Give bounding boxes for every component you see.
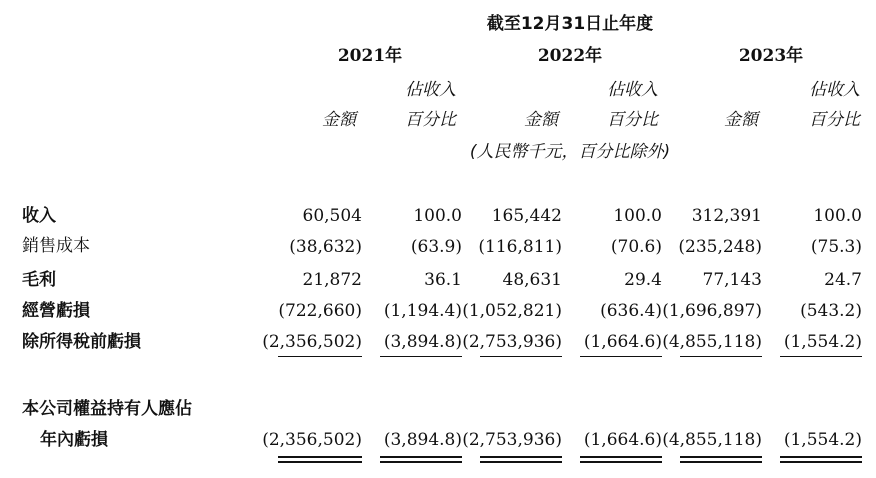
cell-attributable-2023-amount: (4,855,118) — [662, 430, 762, 450]
pct-header-line1-2022: 佔收入 — [607, 80, 658, 100]
year-2022-header: 2022年 — [537, 46, 603, 66]
cell-oploss-2023-amount: (1,696,897) — [662, 301, 762, 321]
cell-revenue-2023-amount: 312,391 — [691, 206, 762, 226]
unit-note: (人民幣千元，百分比除外) — [469, 142, 671, 162]
cell-oploss-2022-amount: (1,052,821) — [462, 301, 562, 321]
underline-2023-amount — [680, 356, 762, 357]
pct-header-line1-2023: 佔收入 — [809, 80, 860, 100]
underline-2021-pct — [380, 356, 462, 357]
cell-pretax-2021-amount: (2,356,502) — [262, 332, 362, 352]
final-label-line1: 本公司權益持有人應佔 — [22, 399, 192, 419]
underline-2022-amount — [480, 356, 562, 357]
cell-revenue-2023-pct: 100.0 — [813, 206, 862, 226]
amount-header-2022: 金額 — [524, 110, 558, 130]
cell-pretax-2023-pct: (1,554.2) — [783, 332, 862, 352]
pct-header-line2-2022: 百分比 — [607, 110, 658, 130]
cell-pretax-2023-amount: (4,855,118) — [662, 332, 762, 352]
pct-header-line2-2023: 百分比 — [809, 110, 860, 130]
double-underline-2022-amount — [480, 456, 562, 463]
cell-attributable-2023-pct: (1,554.2) — [783, 430, 862, 450]
cell-pretax-2022-pct: (1,664.6) — [583, 332, 662, 352]
underline-2023-pct — [780, 356, 862, 357]
cell-revenue-2022-pct: 100.0 — [613, 206, 662, 226]
underline-2022-pct — [580, 356, 662, 357]
row-label-loss-before-tax: 除所得稅前虧損 — [22, 332, 141, 352]
cell-gross-2022-pct: 29.4 — [624, 270, 662, 290]
cell-gross-2022-amount: 48,631 — [502, 270, 562, 290]
cell-cost-2022-pct: (70.6) — [610, 237, 662, 257]
row-label-gross-profit: 毛利 — [22, 270, 56, 290]
double-underline-2022-pct — [580, 456, 662, 463]
cell-oploss-2021-amount: (722,660) — [278, 301, 362, 321]
double-underline-2023-pct — [780, 456, 862, 463]
pct-header-line2-2021: 百分比 — [405, 110, 456, 130]
year-2021-header: 2021年 — [337, 46, 403, 66]
cell-pretax-2022-amount: (2,753,936) — [462, 332, 562, 352]
cell-gross-2023-amount: 77,143 — [702, 270, 762, 290]
cell-attributable-2022-amount: (2,753,936) — [462, 430, 562, 450]
cell-revenue-2021-amount: 60,504 — [302, 206, 362, 226]
cell-cost-2023-amount: (235,248) — [678, 237, 762, 257]
cell-attributable-2022-pct: (1,664.6) — [583, 430, 662, 450]
cell-gross-2021-pct: 36.1 — [424, 270, 462, 290]
final-label-line2: 年內虧損 — [40, 430, 108, 450]
cell-oploss-2023-pct: (543.2) — [800, 301, 862, 321]
pct-header-line1-2021: 佔收入 — [405, 80, 456, 100]
cell-cost-2022-amount: (116,811) — [478, 237, 562, 257]
period-header: 截至12月31日止年度 — [486, 14, 654, 34]
cell-revenue-2022-amount: 165,442 — [491, 206, 562, 226]
amount-header-2021: 金額 — [322, 110, 356, 130]
cell-attributable-2021-amount: (2,356,502) — [262, 430, 362, 450]
cell-pretax-2021-pct: (3,894.8) — [383, 332, 462, 352]
row-label-cost-of-sales: 銷售成本 — [22, 236, 90, 256]
cell-gross-2023-pct: 24.7 — [824, 270, 862, 290]
row-label-revenue: 收入 — [22, 206, 56, 226]
cell-oploss-2021-pct: (1,194.4) — [383, 301, 462, 321]
cell-cost-2021-pct: (63.9) — [410, 237, 462, 257]
underline-2021-amount — [278, 356, 362, 357]
year-2023-header: 2023年 — [738, 46, 804, 66]
row-label-operating-loss: 經營虧損 — [22, 301, 90, 321]
double-underline-2021-pct — [380, 456, 462, 463]
cell-cost-2021-amount: (38,632) — [289, 237, 362, 257]
cell-gross-2021-amount: 21,872 — [302, 270, 362, 290]
cell-oploss-2022-pct: (636.4) — [600, 301, 662, 321]
double-underline-2021-amount — [278, 456, 362, 463]
amount-header-2023: 金額 — [724, 110, 758, 130]
double-underline-2023-amount — [680, 456, 762, 463]
cell-revenue-2021-pct: 100.0 — [413, 206, 462, 226]
cell-attributable-2021-pct: (3,894.8) — [383, 430, 462, 450]
cell-cost-2023-pct: (75.3) — [810, 237, 862, 257]
